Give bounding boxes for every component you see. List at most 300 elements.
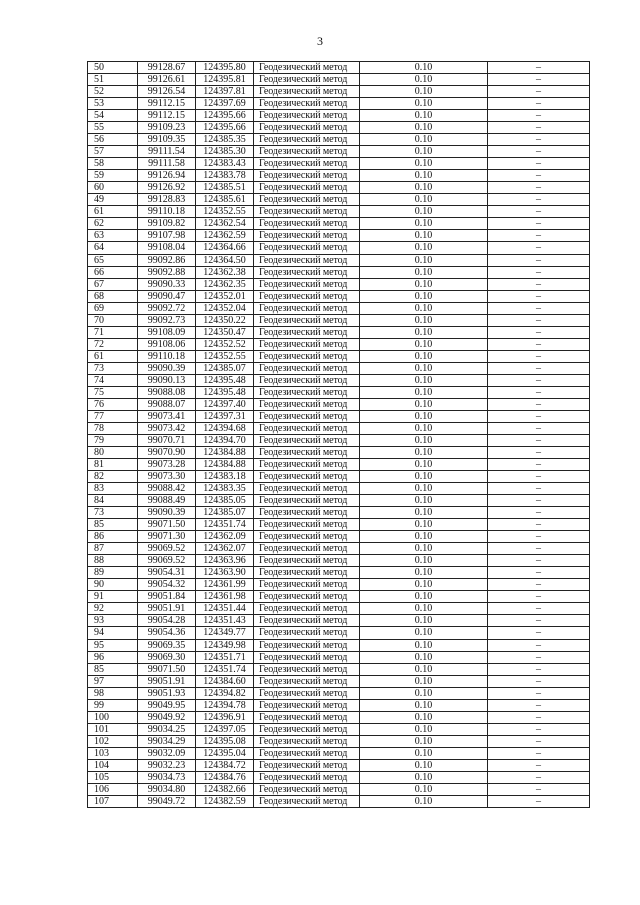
note-cell: –	[488, 483, 590, 495]
note-cell: –	[488, 615, 590, 627]
table-row	[88, 663, 590, 675]
accuracy-cell: 0.10	[360, 410, 488, 422]
table-row	[88, 170, 590, 182]
table-row	[88, 675, 590, 687]
accuracy-cell: 0.10	[360, 639, 488, 651]
method-cell: Геодезический метод	[254, 218, 360, 230]
x-coordinate-cell: 99108.06	[138, 338, 196, 350]
point-number-cell: 103	[88, 747, 138, 759]
table-row	[88, 434, 590, 446]
table-row	[88, 398, 590, 410]
x-coordinate-cell: 99107.98	[138, 230, 196, 242]
note-cell: –	[488, 795, 590, 807]
table-row	[88, 627, 590, 639]
accuracy-cell: 0.10	[360, 711, 488, 723]
table-row	[88, 194, 590, 206]
note-cell: –	[488, 218, 590, 230]
note-cell: –	[488, 362, 590, 374]
accuracy-cell: 0.10	[360, 290, 488, 302]
x-coordinate-cell: 99049.72	[138, 795, 196, 807]
x-coordinate-cell: 99109.35	[138, 134, 196, 146]
method-cell: Геодезический метод	[254, 759, 360, 771]
accuracy-cell: 0.10	[360, 627, 488, 639]
y-coordinate-cell: 124364.50	[196, 254, 254, 266]
note-cell: –	[488, 675, 590, 687]
note-cell: –	[488, 747, 590, 759]
note-cell: –	[488, 627, 590, 639]
accuracy-cell: 0.10	[360, 615, 488, 627]
note-cell: –	[488, 651, 590, 663]
note-cell: –	[488, 74, 590, 86]
method-cell: Геодезический метод	[254, 182, 360, 194]
table-row	[88, 278, 590, 290]
y-coordinate-cell: 124384.60	[196, 675, 254, 687]
note-cell: –	[488, 495, 590, 507]
method-cell: Геодезический метод	[254, 567, 360, 579]
method-cell: Геодезический метод	[254, 507, 360, 519]
point-number-cell: 97	[88, 675, 138, 687]
table-row	[88, 783, 590, 795]
y-coordinate-cell: 124385.61	[196, 194, 254, 206]
point-number-cell: 63	[88, 230, 138, 242]
method-cell: Геодезический метод	[254, 86, 360, 98]
y-coordinate-cell: 124383.78	[196, 170, 254, 182]
page-number: 3	[317, 34, 323, 48]
note-cell: –	[488, 783, 590, 795]
y-coordinate-cell: 124384.76	[196, 771, 254, 783]
point-number-cell: 71	[88, 326, 138, 338]
x-coordinate-cell: 99111.58	[138, 158, 196, 170]
accuracy-cell: 0.10	[360, 218, 488, 230]
y-coordinate-cell: 124350.22	[196, 314, 254, 326]
note-cell: –	[488, 278, 590, 290]
y-coordinate-cell: 124362.35	[196, 278, 254, 290]
y-coordinate-cell: 124395.48	[196, 386, 254, 398]
table-row	[88, 254, 590, 266]
accuracy-cell: 0.10	[360, 230, 488, 242]
method-cell: Геодезический метод	[254, 459, 360, 471]
point-number-cell: 88	[88, 555, 138, 567]
table-row	[88, 326, 590, 338]
table-row	[88, 507, 590, 519]
y-coordinate-cell: 124385.07	[196, 507, 254, 519]
method-cell: Геодезический метод	[254, 723, 360, 735]
table-row	[88, 242, 590, 254]
note-cell: –	[488, 374, 590, 386]
point-number-cell: 50	[88, 62, 138, 74]
accuracy-cell: 0.10	[360, 74, 488, 86]
accuracy-cell: 0.10	[360, 699, 488, 711]
table-row	[88, 314, 590, 326]
method-cell: Геодезический метод	[254, 146, 360, 158]
y-coordinate-cell: 124352.55	[196, 350, 254, 362]
y-coordinate-cell: 124364.66	[196, 242, 254, 254]
table-row	[88, 182, 590, 194]
accuracy-cell: 0.10	[360, 783, 488, 795]
point-number-cell: 77	[88, 410, 138, 422]
point-number-cell: 51	[88, 74, 138, 86]
y-coordinate-cell: 124395.66	[196, 122, 254, 134]
table-row	[88, 350, 590, 362]
x-coordinate-cell: 99088.08	[138, 386, 196, 398]
point-number-cell: 102	[88, 735, 138, 747]
y-coordinate-cell: 124394.82	[196, 687, 254, 699]
table-row	[88, 687, 590, 699]
x-coordinate-cell: 99070.90	[138, 447, 196, 459]
y-coordinate-cell: 124349.77	[196, 627, 254, 639]
accuracy-cell: 0.10	[360, 338, 488, 350]
table-row	[88, 711, 590, 723]
accuracy-cell: 0.10	[360, 422, 488, 434]
x-coordinate-cell: 99112.15	[138, 98, 196, 110]
y-coordinate-cell: 124395.04	[196, 747, 254, 759]
point-number-cell: 76	[88, 398, 138, 410]
y-coordinate-cell: 124351.43	[196, 615, 254, 627]
accuracy-cell: 0.10	[360, 471, 488, 483]
x-coordinate-cell: 99088.07	[138, 398, 196, 410]
accuracy-cell: 0.10	[360, 134, 488, 146]
x-coordinate-cell: 99051.91	[138, 603, 196, 615]
point-number-cell: 70	[88, 314, 138, 326]
x-coordinate-cell: 99109.23	[138, 122, 196, 134]
point-number-cell: 69	[88, 302, 138, 314]
x-coordinate-cell: 99110.18	[138, 206, 196, 218]
point-number-cell: 87	[88, 543, 138, 555]
x-coordinate-cell: 99092.73	[138, 314, 196, 326]
accuracy-cell: 0.10	[360, 747, 488, 759]
point-number-cell: 54	[88, 110, 138, 122]
method-cell: Геодезический метод	[254, 747, 360, 759]
point-number-cell: 74	[88, 374, 138, 386]
point-number-cell: 68	[88, 290, 138, 302]
table-row	[88, 146, 590, 158]
accuracy-cell: 0.10	[360, 663, 488, 675]
y-coordinate-cell: 124351.71	[196, 651, 254, 663]
x-coordinate-cell: 99071.50	[138, 519, 196, 531]
accuracy-cell: 0.10	[360, 266, 488, 278]
note-cell: –	[488, 447, 590, 459]
table-row	[88, 567, 590, 579]
x-coordinate-cell: 99109.82	[138, 218, 196, 230]
accuracy-cell: 0.10	[360, 759, 488, 771]
y-coordinate-cell: 124351.74	[196, 519, 254, 531]
method-cell: Геодезический метод	[254, 555, 360, 567]
accuracy-cell: 0.10	[360, 182, 488, 194]
accuracy-cell: 0.10	[360, 194, 488, 206]
y-coordinate-cell: 124382.59	[196, 795, 254, 807]
point-number-cell: 65	[88, 254, 138, 266]
accuracy-cell: 0.10	[360, 374, 488, 386]
x-coordinate-cell: 99126.94	[138, 170, 196, 182]
x-coordinate-cell: 99090.13	[138, 374, 196, 386]
accuracy-cell: 0.10	[360, 122, 488, 134]
table-row	[88, 759, 590, 771]
note-cell: –	[488, 230, 590, 242]
x-coordinate-cell: 99092.86	[138, 254, 196, 266]
note-cell: –	[488, 507, 590, 519]
note-cell: –	[488, 302, 590, 314]
point-number-cell: 57	[88, 146, 138, 158]
method-cell: Геодезический метод	[254, 290, 360, 302]
table-row	[88, 483, 590, 495]
method-cell: Геодезический метод	[254, 483, 360, 495]
method-cell: Геодезический метод	[254, 639, 360, 651]
method-cell: Геодезический метод	[254, 711, 360, 723]
point-number-cell: 80	[88, 447, 138, 459]
note-cell: –	[488, 567, 590, 579]
y-coordinate-cell: 124352.04	[196, 302, 254, 314]
table-row	[88, 410, 590, 422]
table-row	[88, 771, 590, 783]
accuracy-cell: 0.10	[360, 362, 488, 374]
point-number-cell: 95	[88, 639, 138, 651]
note-cell: –	[488, 531, 590, 543]
y-coordinate-cell: 124395.08	[196, 735, 254, 747]
y-coordinate-cell: 124394.68	[196, 422, 254, 434]
table-row	[88, 98, 590, 110]
table-row	[88, 447, 590, 459]
point-number-cell: 96	[88, 651, 138, 663]
note-cell: –	[488, 471, 590, 483]
point-number-cell: 78	[88, 422, 138, 434]
table-row	[88, 519, 590, 531]
method-cell: Геодезический метод	[254, 795, 360, 807]
x-coordinate-cell: 99111.54	[138, 146, 196, 158]
point-number-cell: 93	[88, 615, 138, 627]
point-number-cell: 61	[88, 350, 138, 362]
x-coordinate-cell: 99032.09	[138, 747, 196, 759]
method-cell: Геодезический метод	[254, 110, 360, 122]
accuracy-cell: 0.10	[360, 687, 488, 699]
table-row	[88, 74, 590, 86]
note-cell: –	[488, 134, 590, 146]
table-row	[88, 206, 590, 218]
table-row	[88, 62, 590, 74]
note-cell: –	[488, 699, 590, 711]
x-coordinate-cell: 99092.88	[138, 266, 196, 278]
note-cell: –	[488, 663, 590, 675]
method-cell: Геодезический метод	[254, 398, 360, 410]
x-coordinate-cell: 99126.92	[138, 182, 196, 194]
accuracy-cell: 0.10	[360, 398, 488, 410]
method-cell: Геодезический метод	[254, 350, 360, 362]
point-number-cell: 84	[88, 495, 138, 507]
table-row	[88, 543, 590, 555]
method-cell: Геодезический метод	[254, 615, 360, 627]
x-coordinate-cell: 99054.32	[138, 579, 196, 591]
note-cell: –	[488, 555, 590, 567]
x-coordinate-cell: 99126.54	[138, 86, 196, 98]
accuracy-cell: 0.10	[360, 206, 488, 218]
point-number-cell: 101	[88, 723, 138, 735]
table-row	[88, 338, 590, 350]
point-number-cell: 85	[88, 663, 138, 675]
method-cell: Геодезический метод	[254, 447, 360, 459]
x-coordinate-cell: 99049.92	[138, 711, 196, 723]
point-number-cell: 98	[88, 687, 138, 699]
method-cell: Геодезический метод	[254, 254, 360, 266]
y-coordinate-cell: 124385.07	[196, 362, 254, 374]
accuracy-cell: 0.10	[360, 386, 488, 398]
note-cell: –	[488, 266, 590, 278]
note-cell: –	[488, 591, 590, 603]
point-number-cell: 52	[88, 86, 138, 98]
method-cell: Геодезический метод	[254, 134, 360, 146]
x-coordinate-cell: 99069.52	[138, 543, 196, 555]
method-cell: Геодезический метод	[254, 122, 360, 134]
x-coordinate-cell: 99034.73	[138, 771, 196, 783]
point-number-cell: 104	[88, 759, 138, 771]
note-cell: –	[488, 771, 590, 783]
accuracy-cell: 0.10	[360, 350, 488, 362]
note-cell: –	[488, 98, 590, 110]
point-number-cell: 106	[88, 783, 138, 795]
x-coordinate-cell: 99069.35	[138, 639, 196, 651]
note-cell: –	[488, 386, 590, 398]
x-coordinate-cell: 99054.28	[138, 615, 196, 627]
method-cell: Геодезический метод	[254, 374, 360, 386]
table-row	[88, 459, 590, 471]
point-number-cell: 91	[88, 591, 138, 603]
table-row	[88, 422, 590, 434]
note-cell: –	[488, 110, 590, 122]
accuracy-cell: 0.10	[360, 531, 488, 543]
table-row	[88, 302, 590, 314]
note-cell: –	[488, 170, 590, 182]
accuracy-cell: 0.10	[360, 62, 488, 74]
method-cell: Геодезический метод	[254, 266, 360, 278]
y-coordinate-cell: 124362.54	[196, 218, 254, 230]
y-coordinate-cell: 124397.69	[196, 98, 254, 110]
x-coordinate-cell: 99073.28	[138, 459, 196, 471]
note-cell: –	[488, 434, 590, 446]
note-cell: –	[488, 338, 590, 350]
y-coordinate-cell: 124385.51	[196, 182, 254, 194]
accuracy-cell: 0.10	[360, 519, 488, 531]
method-cell: Геодезический метод	[254, 206, 360, 218]
note-cell: –	[488, 290, 590, 302]
table-row	[88, 579, 590, 591]
point-number-cell: 72	[88, 338, 138, 350]
x-coordinate-cell: 99069.52	[138, 555, 196, 567]
method-cell: Геодезический метод	[254, 326, 360, 338]
accuracy-cell: 0.10	[360, 579, 488, 591]
y-coordinate-cell: 124395.80	[196, 62, 254, 74]
x-coordinate-cell: 99051.91	[138, 675, 196, 687]
table-row	[88, 134, 590, 146]
accuracy-cell: 0.10	[360, 98, 488, 110]
method-cell: Геодезический метод	[254, 579, 360, 591]
accuracy-cell: 0.10	[360, 507, 488, 519]
accuracy-cell: 0.10	[360, 459, 488, 471]
table-row	[88, 230, 590, 242]
method-cell: Геодезический метод	[254, 362, 360, 374]
point-number-cell: 55	[88, 122, 138, 134]
method-cell: Геодезический метод	[254, 74, 360, 86]
accuracy-cell: 0.10	[360, 603, 488, 615]
note-cell: –	[488, 158, 590, 170]
table-row	[88, 471, 590, 483]
y-coordinate-cell: 124383.35	[196, 483, 254, 495]
note-cell: –	[488, 182, 590, 194]
x-coordinate-cell: 99071.50	[138, 663, 196, 675]
point-number-cell: 100	[88, 711, 138, 723]
accuracy-cell: 0.10	[360, 675, 488, 687]
note-cell: –	[488, 639, 590, 651]
accuracy-cell: 0.10	[360, 723, 488, 735]
y-coordinate-cell: 124397.81	[196, 86, 254, 98]
method-cell: Геодезический метод	[254, 651, 360, 663]
y-coordinate-cell: 124350.47	[196, 326, 254, 338]
accuracy-cell: 0.10	[360, 771, 488, 783]
point-number-cell: 53	[88, 98, 138, 110]
x-coordinate-cell: 99110.18	[138, 350, 196, 362]
y-coordinate-cell: 124362.38	[196, 266, 254, 278]
x-coordinate-cell: 99126.61	[138, 74, 196, 86]
y-coordinate-cell: 124352.01	[196, 290, 254, 302]
x-coordinate-cell: 99032.23	[138, 759, 196, 771]
note-cell: –	[488, 86, 590, 98]
method-cell: Геодезический метод	[254, 699, 360, 711]
x-coordinate-cell: 99090.39	[138, 507, 196, 519]
table-row	[88, 651, 590, 663]
note-cell: –	[488, 122, 590, 134]
x-coordinate-cell: 99051.84	[138, 591, 196, 603]
x-coordinate-cell: 99088.49	[138, 495, 196, 507]
method-cell: Геодезический метод	[254, 663, 360, 675]
x-coordinate-cell: 99034.80	[138, 783, 196, 795]
table-row	[88, 362, 590, 374]
point-number-cell: 73	[88, 507, 138, 519]
point-number-cell: 82	[88, 471, 138, 483]
x-coordinate-cell: 99049.95	[138, 699, 196, 711]
note-cell: –	[488, 579, 590, 591]
y-coordinate-cell: 124384.72	[196, 759, 254, 771]
method-cell: Геодезический метод	[254, 531, 360, 543]
table-row	[88, 495, 590, 507]
accuracy-cell: 0.10	[360, 314, 488, 326]
point-number-cell: 73	[88, 362, 138, 374]
method-cell: Геодезический метод	[254, 675, 360, 687]
y-coordinate-cell: 124352.52	[196, 338, 254, 350]
point-number-cell: 107	[88, 795, 138, 807]
accuracy-cell: 0.10	[360, 242, 488, 254]
point-number-cell: 99	[88, 699, 138, 711]
y-coordinate-cell: 124352.55	[196, 206, 254, 218]
point-number-cell: 92	[88, 603, 138, 615]
method-cell: Геодезический метод	[254, 434, 360, 446]
accuracy-cell: 0.10	[360, 495, 488, 507]
x-coordinate-cell: 99034.29	[138, 735, 196, 747]
accuracy-cell: 0.10	[360, 170, 488, 182]
x-coordinate-cell: 99108.04	[138, 242, 196, 254]
y-coordinate-cell: 124397.40	[196, 398, 254, 410]
accuracy-cell: 0.10	[360, 447, 488, 459]
x-coordinate-cell: 99073.42	[138, 422, 196, 434]
method-cell: Геодезический метод	[254, 591, 360, 603]
point-number-cell: 89	[88, 567, 138, 579]
y-coordinate-cell: 124397.31	[196, 410, 254, 422]
point-number-cell: 79	[88, 434, 138, 446]
accuracy-cell: 0.10	[360, 543, 488, 555]
table-row	[88, 639, 590, 651]
y-coordinate-cell: 124382.66	[196, 783, 254, 795]
x-coordinate-cell: 99054.36	[138, 627, 196, 639]
point-number-cell: 75	[88, 386, 138, 398]
y-coordinate-cell: 124394.70	[196, 434, 254, 446]
accuracy-cell: 0.10	[360, 278, 488, 290]
y-coordinate-cell: 124383.18	[196, 471, 254, 483]
